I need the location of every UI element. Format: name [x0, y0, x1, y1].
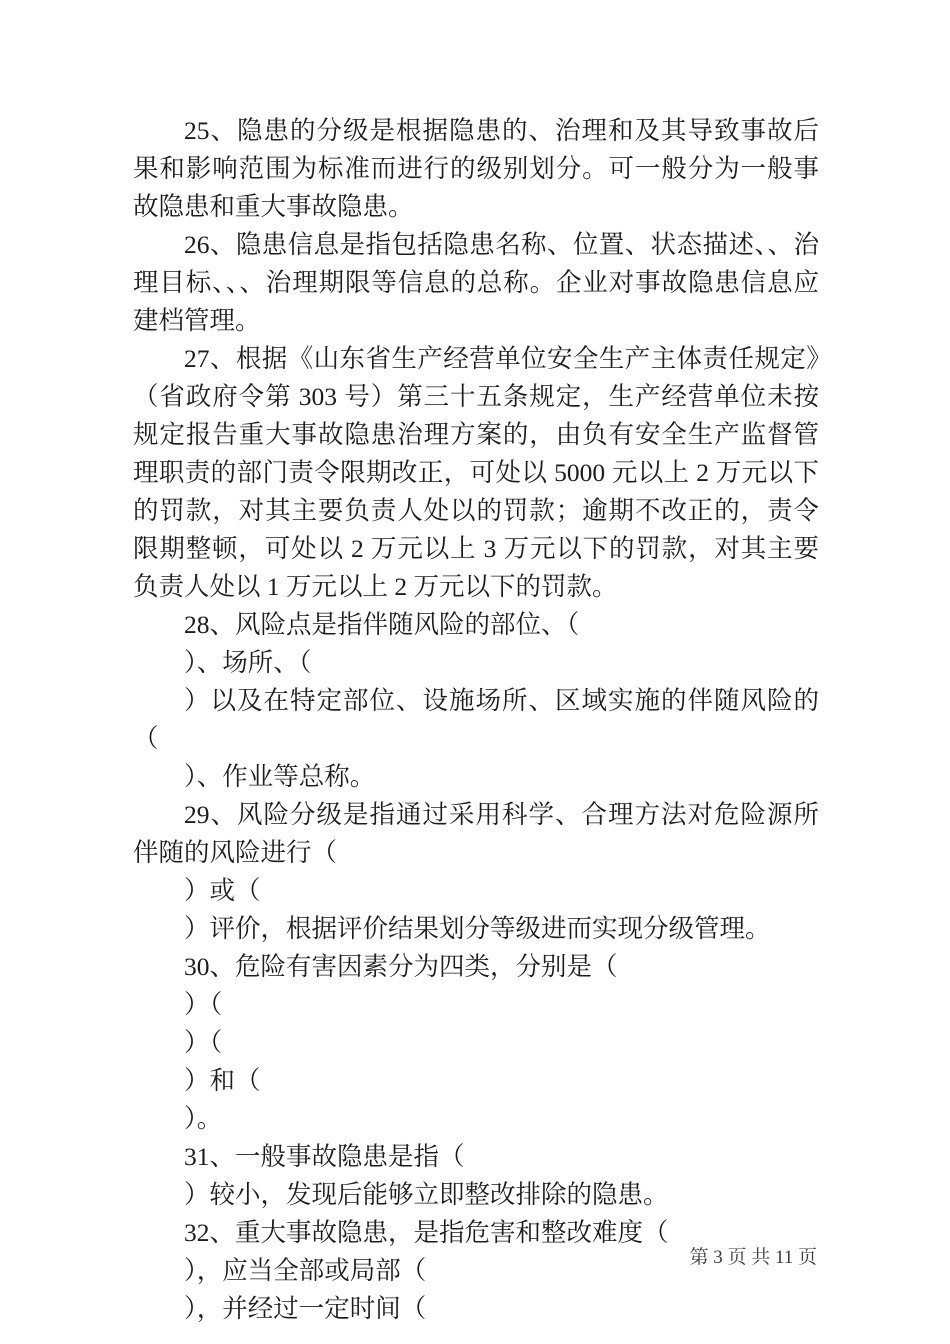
paragraph-item-28-blank-3: ）以及在特定部位、设施场所、区域实施的伴随风险的（ — [133, 686, 819, 753]
paragraph-item-30-blank-4: ）和（ — [184, 1066, 261, 1095]
paragraph-item-28-blank-2: ）、场所、（ — [184, 648, 312, 677]
paragraph-item-32: 32、重大事故隐患，是指危害和整改难度（ — [184, 1218, 669, 1247]
document-body — [133, 112, 819, 1328]
paragraph-item-29: 29、风险分级是指通过采用科学、合理方法对危险源所伴随的风险进行（ — [133, 800, 819, 867]
paragraph-item-26: 26、隐患信息是指包括隐患名称、位置、状态描述、、治理目标、、、治理期限等信息的总称。企业对事故隐患信息应建档管理。 — [133, 230, 819, 335]
paragraph-item-32-blank-2: ），应当全部或局部（ — [184, 1256, 427, 1285]
page-number-label: 第 3 页 共 11 页 — [689, 1247, 817, 1268]
paragraph-item-31-blank-2: ）较小，发现后能够立即整改排除的隐患。 — [184, 1180, 669, 1209]
paragraph-item-31: 31、一般事故隐患是指（ — [184, 1142, 465, 1171]
paragraph-item-32-blank-3: ），并经过一定时间（ — [184, 1294, 427, 1323]
paragraph-item-29-blank-3: ）评价，根据评价结果划分等级进而实现分级管理。 — [184, 914, 771, 943]
paragraph-item-29-blank-2: ）或（ — [184, 876, 261, 905]
paragraph-item-27: 27、根据《山东省生产经营单位安全生产主体责任规定》（省政府令第 303 号）第三十五条规定，生产经营单位未按规定报告重大事故隐患治理方案的，由负有安全生产监督管理职责的部门责令限期改正，可处以 5000 元以上 2 万元以下的罚款，对其主要负责人处以的罚款；逾期不改正的，责令限期整顿，可处以 2 万元以上 3 万元以下的罚款，对其主要负责人处以 1 万元以上 2 万元以下的罚款。 — [133, 344, 819, 601]
paragraph-item-30-blank-5: ）。 — [184, 1104, 223, 1133]
paragraph-item-28-blank-4: ）、作业等总称。 — [184, 762, 376, 791]
paragraph-item-30: 30、危险有害因素分为四类，分别是（ — [184, 952, 618, 981]
paragraph-item-30-blank-3: ）（ — [184, 1028, 223, 1057]
paragraph-item-30-blank-2: ）（ — [184, 990, 223, 1019]
page-footer — [0, 1246, 950, 1270]
paragraph-item-28: 28、风险点是指伴随风险的部位、（ — [184, 610, 580, 639]
paragraph-item-25: 25、隐患的分级是根据隐患的、治理和及其导致事故后果和影响范围为标准而进行的级别划分。可一般分为一般事故隐患和重大事故隐患。 — [133, 116, 819, 221]
